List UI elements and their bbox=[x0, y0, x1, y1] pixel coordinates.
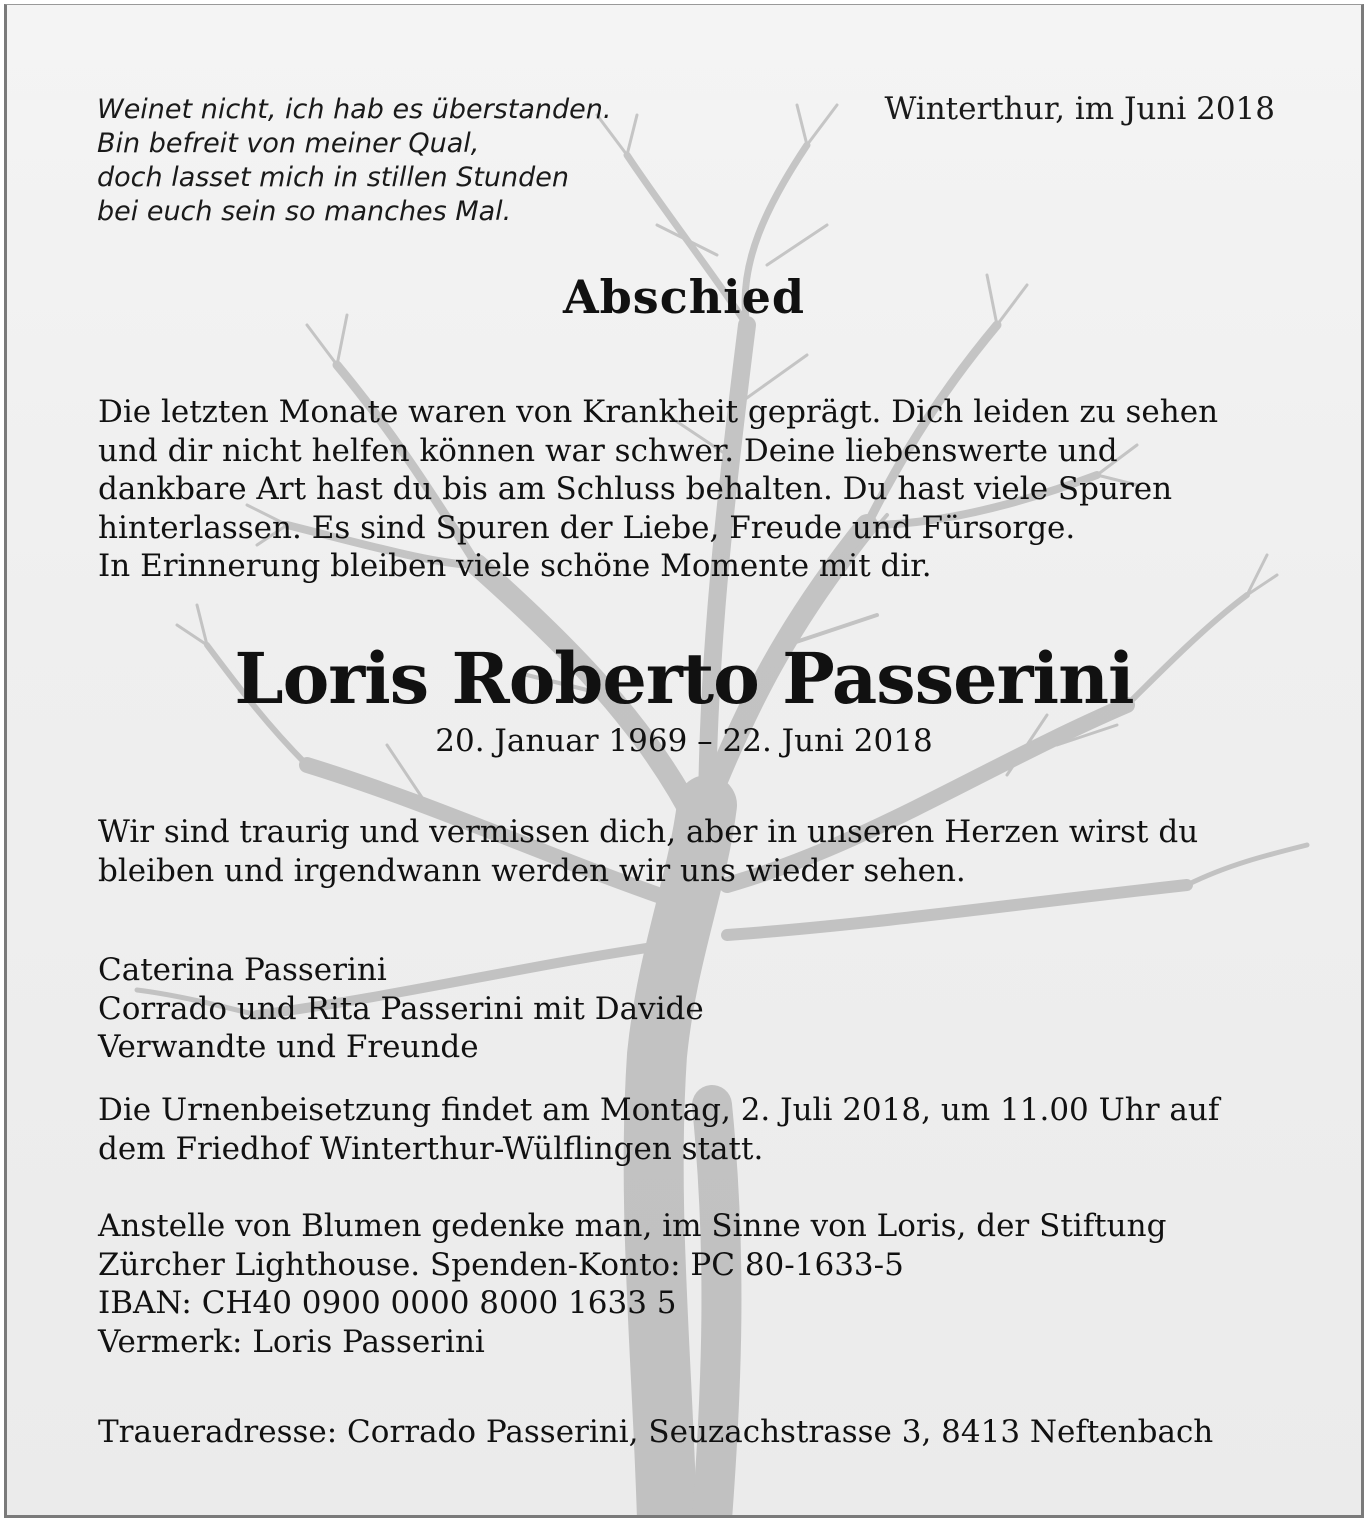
message-line: bleiben und irgendwann werden wir uns wieder sehen. bbox=[98, 852, 966, 889]
mourner-line: Corrado und Rita Passerini mit Davide bbox=[98, 990, 704, 1027]
poem-line: Weinet nicht, ich hab es überstanden. bbox=[97, 94, 612, 125]
donation-line: Zürcher Lighthouse. Spenden-Konto: PC 80-1633-5 bbox=[98, 1246, 904, 1283]
mourner-line: Verwandte und Freunde bbox=[98, 1029, 479, 1065]
message-line: Wir sind traurig und vermissen dich, aber in unseren Herzen wirst du bbox=[98, 814, 1199, 850]
mourners-list bbox=[98, 951, 704, 1067]
intro-line: Die letzten Monate waren von Krankheit geprägt. Dich leiden zu sehen bbox=[98, 394, 1219, 430]
poem-line: doch lasset mich in stillen Stunden bbox=[97, 162, 569, 193]
intro-line: und dir nicht helfen können war schwer. Deine liebenswerte und bbox=[98, 432, 1118, 469]
poem bbox=[97, 93, 611, 229]
address-line: Traueradresse: Corrado Passerini, Seuzachstrasse 3, 8413 Neftenbach bbox=[98, 1414, 1214, 1450]
donation-paragraph bbox=[98, 1207, 1166, 1361]
ceremony-paragraph bbox=[98, 1091, 1219, 1168]
donation-line: Vermerk: Loris Passerini bbox=[98, 1323, 485, 1360]
intro-line: dankbare Art hast du bis am Schluss behalten. Du hast viele Spuren bbox=[98, 471, 1173, 507]
deceased-name: Loris Roberto Passerini bbox=[234, 637, 1134, 720]
obituary-notice bbox=[4, 4, 1364, 1518]
mourner-line: Caterina Passerini bbox=[98, 952, 387, 988]
page-title: Abschied bbox=[562, 270, 806, 324]
intro-line: In Erinnerung bleiben viele schöne Momente mit dir. bbox=[98, 548, 932, 584]
mourning-address bbox=[98, 1413, 1213, 1452]
ceremony-line: dem Friedhof Winterthur-Wülflingen statt. bbox=[98, 1130, 764, 1167]
life-dates: 20. Januar 1969 – 22. Juni 2018 bbox=[435, 723, 933, 759]
donation-line: IBAN: CH40 0900 0000 8000 1633 5 bbox=[98, 1285, 677, 1321]
ceremony-line: Die Urnenbeisetzung findet am Montag, 2. Juli 2018, um 11.00 Uhr auf bbox=[98, 1092, 1220, 1128]
place-and-date: Winterthur, im Juni 2018 bbox=[884, 91, 1275, 127]
intro-paragraph bbox=[98, 393, 1218, 586]
intro-line: hinterlassen. Es sind Spuren der Liebe, Freude und Fürsorge. bbox=[98, 509, 1076, 546]
poem-line: Bin befreit von meiner Qual, bbox=[97, 128, 480, 159]
poem-line: bei euch sein so manches Mal. bbox=[97, 196, 512, 227]
donation-line: Anstelle von Blumen gedenke man, im Sinne von Loris, der Stiftung bbox=[98, 1208, 1167, 1244]
message-paragraph bbox=[98, 813, 1198, 890]
